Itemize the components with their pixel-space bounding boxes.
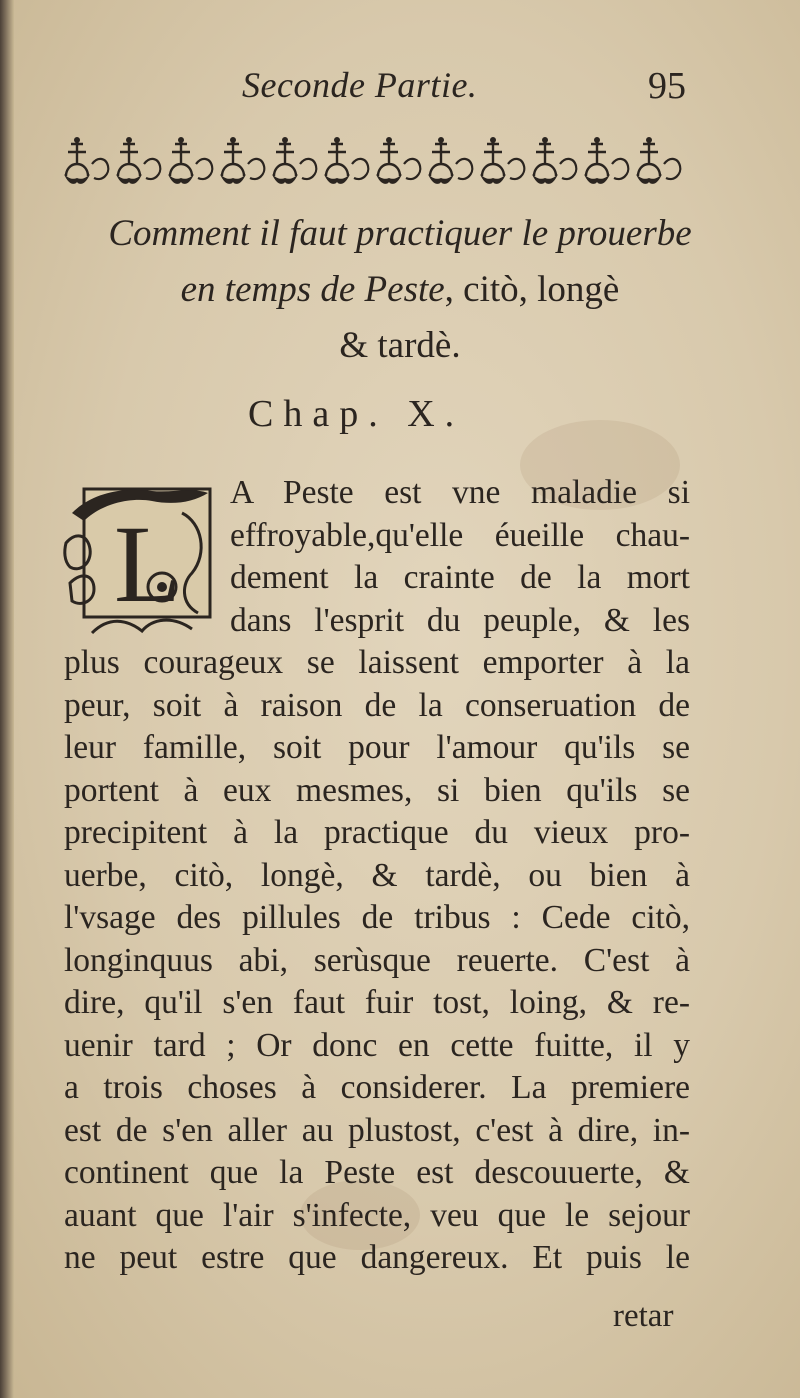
text-line: uerbe, citò, longè, & tardè, ou bien à (64, 856, 690, 894)
text-line: leur famille, soit pour l'amour qu'ils se (64, 729, 690, 766)
text-line: portent à eux mesmes, si bien qu'ils se (64, 771, 690, 809)
text-line: precipitent à la practique du vieux pro- (64, 814, 690, 851)
text-line: dans l'esprit du peuple, & les (230, 601, 690, 639)
text-line: longinquus abi, serùsque reuerte. C'est à (64, 941, 690, 979)
chapter-title (0, 206, 800, 374)
page-number: 95 (648, 65, 686, 107)
text-line: l'vsage des pillules de tribus : Cede citò, (64, 899, 690, 936)
text-line: dire, qu'il s'en faut fuir tost, loing, & re- (64, 984, 690, 1021)
chapter-heading: Chap. X. (248, 393, 465, 435)
chapter-title-line-1: Comment il faut practiquer le prouerbe (108, 213, 692, 254)
text-line: continent que la Peste est descouuerte, & (64, 1154, 690, 1191)
chapter-title-line-2: en temps de Peste, citò, longè (180, 269, 620, 310)
body-paragraph (64, 472, 690, 1280)
text-line: a trois choses à considerer. La premiere (64, 1069, 690, 1106)
text-line: dement la crainte de la mort (230, 559, 690, 596)
text-line: uenir tard ; Or donc en cette fuitte, il y (64, 1026, 690, 1064)
running-title: Seconde Partie. (242, 65, 478, 105)
printers-ornament-band (62, 132, 686, 188)
text-line: auant que l'air s'infecte, veu que le sejour (64, 1196, 690, 1234)
running-header (0, 62, 800, 122)
catchword: retar (613, 1298, 674, 1334)
text-line: ne peut estre que dangereux. Et puis le (64, 1239, 690, 1276)
text-line: effroyable,qu'elle éueille chau- (230, 516, 690, 554)
text-line: est de s'en aller au plustost, c'est à dire, in- (64, 1111, 690, 1149)
text-line: peur, soit à raison de la conseruation de (64, 686, 690, 724)
dropcap-letter: L (114, 503, 182, 625)
chapter-title-line-3: & tardè. (339, 325, 461, 366)
text-line: A Peste est vne maladie si (230, 474, 690, 511)
text-line: plus courageux se laissent emporter à la (64, 644, 690, 681)
